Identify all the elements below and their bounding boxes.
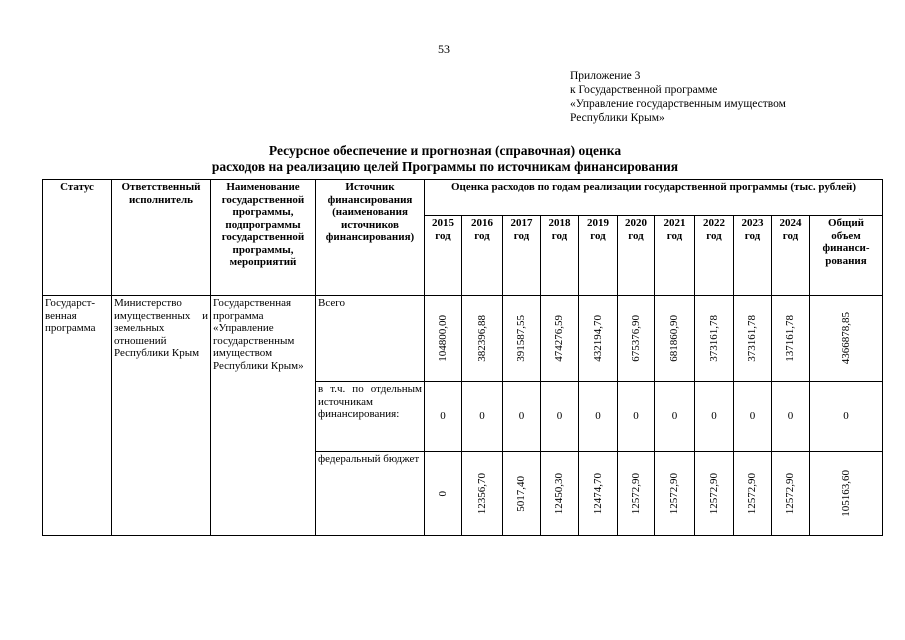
- cell-value: 675376,90: [629, 315, 642, 362]
- header-year: 2017 год: [503, 216, 541, 296]
- cell-value: 0: [734, 382, 772, 452]
- cell-value: 12474,70: [591, 472, 604, 515]
- cell-source: Всего: [316, 296, 425, 382]
- appendix-line: Приложение 3: [570, 70, 641, 82]
- header-year: 2022 год: [695, 216, 734, 296]
- cell-value: 0: [618, 382, 655, 452]
- cell-program-name: Государственная программа «Управление государственным имуществом Республики Крым»: [211, 296, 316, 536]
- cell-value: 12450,30: [553, 472, 566, 515]
- cell-total: 105163,60: [839, 470, 852, 517]
- header-year: 2021 год: [655, 216, 695, 296]
- header-year: 2015 год: [425, 216, 462, 296]
- cell-value: 0: [503, 382, 541, 452]
- cell-value: 12572,90: [668, 472, 681, 515]
- header-source: Источник финансирования (наименования источников финансирования): [316, 180, 425, 296]
- document-title: [150, 143, 740, 174]
- header-program-name: Наименование государственной программы, подпрограммы государственной программы, мероприятий: [211, 180, 316, 296]
- cell-value: 0: [541, 382, 579, 452]
- cell-value: 0: [655, 382, 695, 452]
- cell-value: 12572,90: [784, 472, 797, 515]
- header-year: 2024 год: [772, 216, 810, 296]
- cell-value: 681860,90: [668, 315, 681, 362]
- cell-value: 432194,70: [591, 315, 604, 362]
- cell-value: 0: [425, 382, 462, 452]
- cell-value: 0: [579, 382, 618, 452]
- cell-value: 391587,55: [515, 315, 528, 362]
- cell-value: 0: [695, 382, 734, 452]
- table-row: [43, 296, 883, 382]
- header-year: 2016 год: [462, 216, 503, 296]
- cell-value: 137161,78: [784, 315, 797, 362]
- appendix-note: [570, 69, 786, 125]
- cell-value: 104800,00: [436, 315, 449, 362]
- header-year: 2018 год: [541, 216, 579, 296]
- cell-value: 382396,88: [475, 315, 488, 362]
- header-year: 2020 год: [618, 216, 655, 296]
- cell-value: 373161,78: [707, 315, 720, 362]
- cell-status: Государст-венная программа: [43, 296, 112, 536]
- header-estimate: Оценка расходов по годам реализации государственной программы (тыс. рублей): [425, 180, 883, 216]
- cell-total: 4366878,85: [839, 312, 852, 365]
- cell-value: 0: [462, 382, 503, 452]
- title-line: расходов на реализацию целей Программы по источникам финансирования: [211, 158, 679, 174]
- header-year: 2023 год: [734, 216, 772, 296]
- cell-executor: Министерство имущественных и земельных отношений Республики Крым: [112, 296, 211, 536]
- cell-value: 12572,90: [746, 472, 759, 515]
- header-year: 2019 год: [579, 216, 618, 296]
- cell-value: 0: [436, 490, 449, 497]
- appendix-line: «Управление государственным имуществом: [570, 98, 786, 110]
- cell-value: 5017,40: [515, 475, 528, 512]
- appendix-line: к Государственной программе: [570, 84, 718, 96]
- title-line: Ресурсное обеспечение и прогнозная (справочная) оценка: [268, 143, 622, 158]
- cell-value: 12572,90: [707, 472, 720, 515]
- cell-value: 474276,59: [553, 315, 566, 362]
- cell-value: 373161,78: [746, 315, 759, 362]
- cell-source: федеральный бюджет: [316, 452, 425, 536]
- page-number: 53: [438, 42, 450, 56]
- header-executor: Ответственный исполнитель: [112, 180, 211, 296]
- cell-value: 0: [772, 382, 810, 452]
- header-total: Общий объем финанси-рования: [810, 216, 883, 296]
- cell-value: 12572,90: [629, 472, 642, 515]
- cell-total: 0: [810, 382, 883, 452]
- resource-table: [42, 179, 883, 536]
- appendix-line: Республики Крым»: [570, 112, 665, 124]
- header-status: Статус: [43, 180, 112, 296]
- cell-source: в т.ч. по отдельным источникам финансирования:: [316, 382, 425, 452]
- cell-value: 12356,70: [475, 472, 488, 515]
